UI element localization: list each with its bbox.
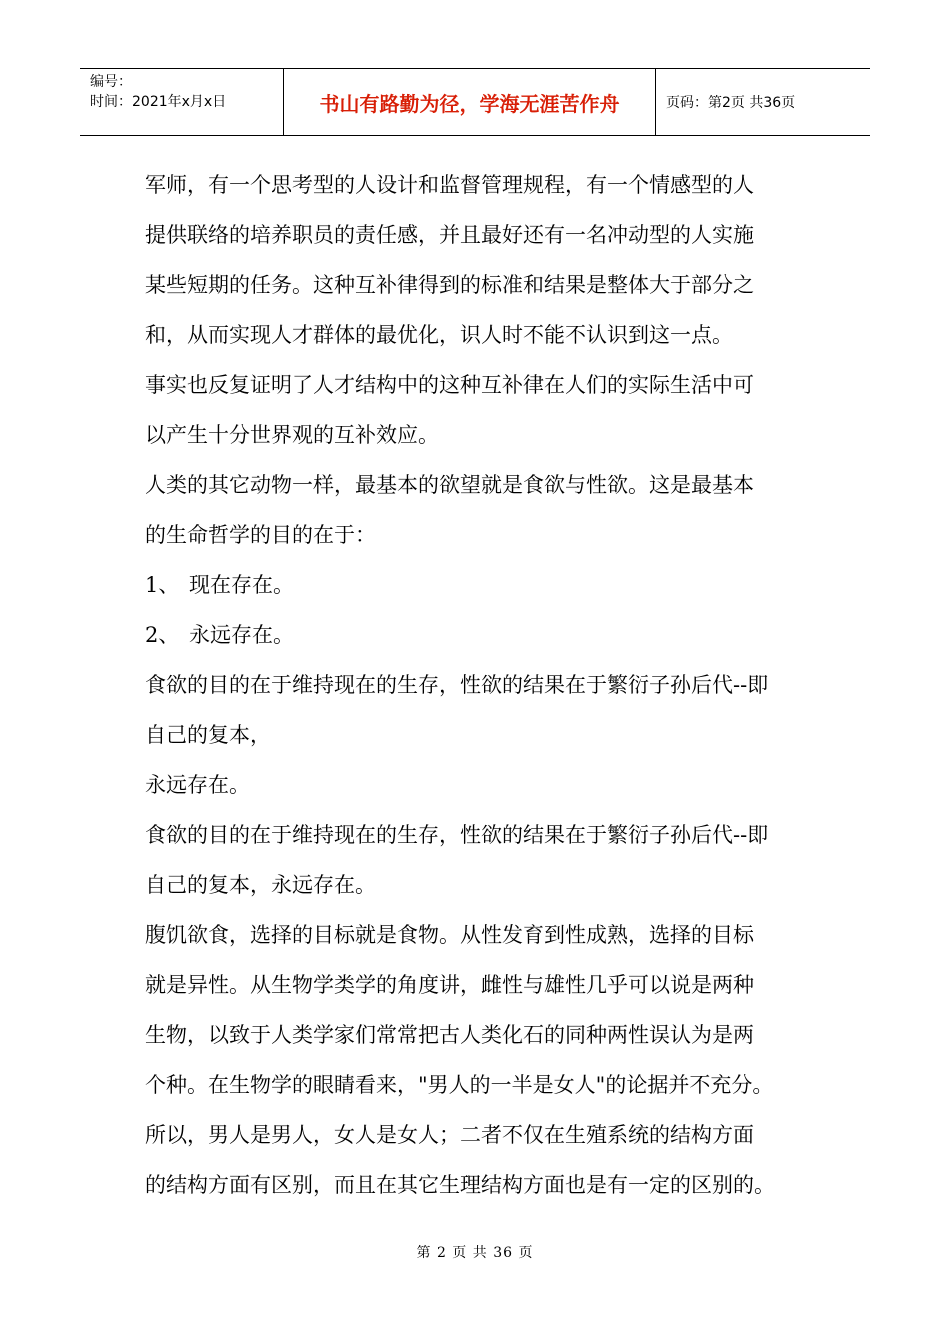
body-line: 军师，有一个思考型的人设计和监督管理规程，有一个情感型的人 [145,173,754,197]
body-line: 的结构方面有区别，而且在其它生理结构方面也是有一定的区别的。 [145,1173,775,1197]
header-page-info: 页码：第2页 共36页 [666,95,796,111]
body-line: 就是异性。从生物学类学的角度讲，雌性与雄性几乎可以说是两种 [145,973,754,997]
footer-page-number: 第 2 页 共 36 页 [416,1245,534,1261]
body-line: 食欲的目的在于维持现在的生存，性欲的结果在于繁衍子孙后代--即 [145,823,769,847]
body-line: 个种。在生物学的眼睛看来，"男人的一半是女人"的论据并不充分。 [145,1073,774,1097]
header-motto: 书山有路勤为径，学海无涯苦作舟 [319,91,620,116]
list-item [145,610,825,660]
list-item-text: 永远存在。 [189,623,294,647]
body-line: 自己的复本，永远存在。 [145,873,376,897]
document-number-label: 编号： [90,74,132,90]
page-footer [0,1242,950,1262]
body-line: 永远存在。 [145,773,250,797]
body-line: 事实也反复证明了人才结构中的这种互补律在人们的实际生活中可 [145,373,754,397]
body-line: 食欲的目的在于维持现在的生存，性欲的结果在于繁衍子孙后代--即 [145,673,769,697]
header-motto-cell [284,69,656,135]
list-item-text: 现在存在。 [189,573,294,597]
body-line: 和，从而实现人才群体的最优化，识人时不能不认识到这一点。 [145,323,733,347]
body-line: 腹饥欲食，选择的目标就是食物。从性发育到性成熟，选择的目标 [145,923,754,947]
body-line: 所以，男人是男人，女人是女人；二者不仅在生殖系统的结构方面 [145,1123,754,1147]
list-item-number: 2、 [145,623,180,647]
header-page-cell [656,69,870,135]
list-item [145,560,825,610]
page-header [80,68,870,136]
body-line: 生物，以致于人类学家们常常把古人类化石的同种两性误认为是两 [145,1023,754,1047]
body-line: 的生命哲学的目的在于： [145,523,376,547]
body-line: 提供联络的培养职员的责任感，并且最好还有一名冲动型的人实施 [145,223,754,247]
body-line: 某些短期的任务。这种互补律得到的标准和结果是整体大于部分之 [145,273,754,297]
list-item-number: 1、 [145,573,180,597]
body-line: 以产生十分世界观的互补效应。 [145,423,439,447]
body-line: 自己的复本， [145,723,271,747]
body-line: 人类的其它动物一样，最基本的欲望就是食欲与性欲。这是最基本 [145,473,754,497]
document-date-label: 时间：2021年x月x日 [90,94,227,110]
header-meta-cell [80,69,284,135]
document-body [145,160,825,1210]
